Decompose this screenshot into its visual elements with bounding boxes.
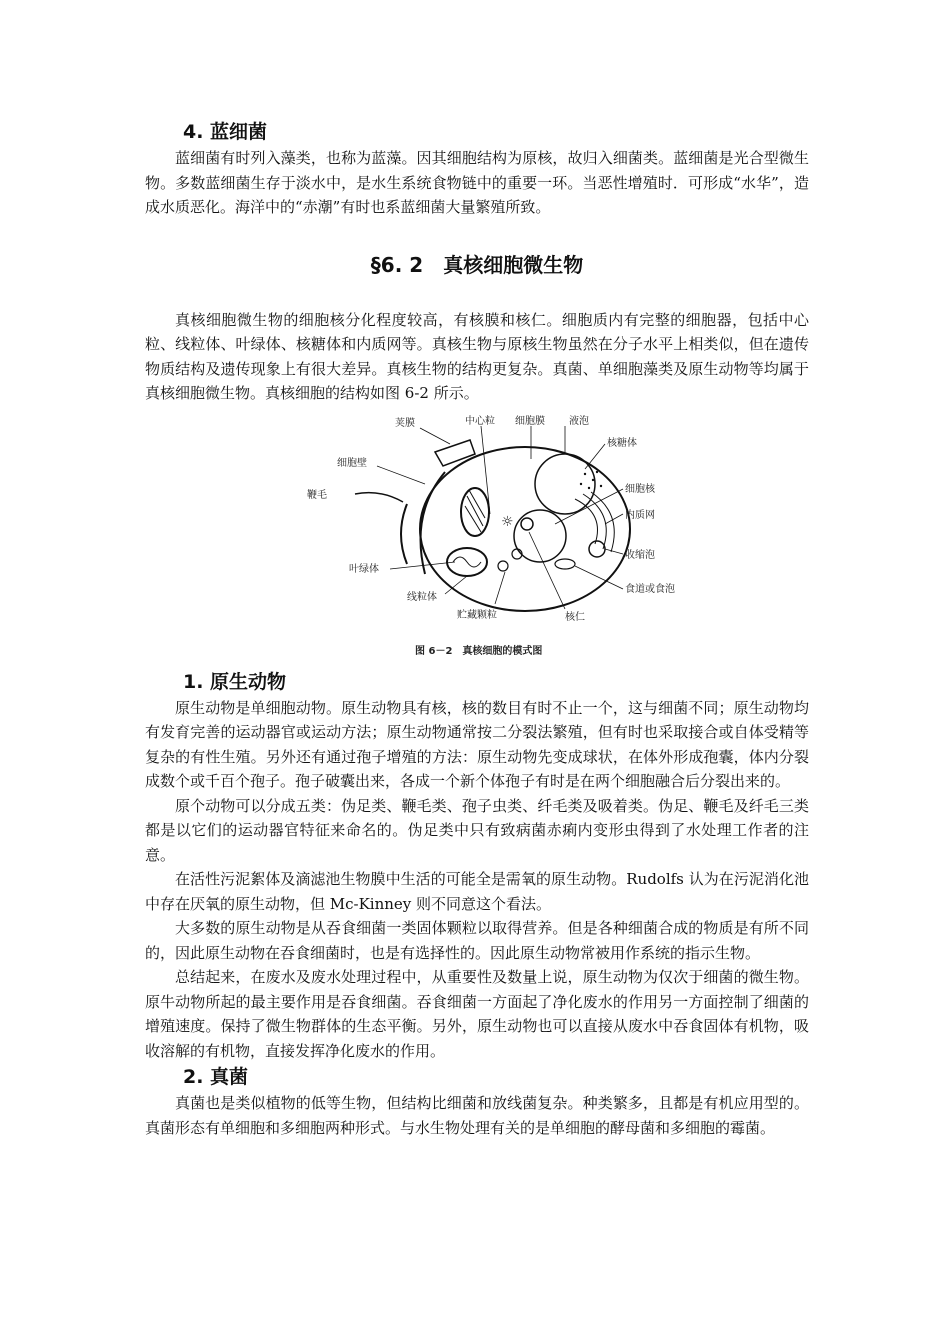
label-nucleus: 细胞核 xyxy=(625,483,655,495)
label-nucleolus: 核仁 xyxy=(565,611,585,623)
food-vacuole-shape xyxy=(555,559,575,569)
document-page xyxy=(145,118,809,1140)
svg-text:☼: ☼ xyxy=(501,513,514,530)
section-heading-cyanobacteria: 4. 蓝细菌 xyxy=(183,121,268,143)
label-ribosome: 核糖体 xyxy=(607,437,637,449)
label-storage-granule: 贮藏颗粒 xyxy=(457,609,497,621)
paragraph-protozoa-2: 原个动物可以分成五类：伪足类、鞭毛类、孢子虫类、纤毛类及吸着类。伪足、鞭毛及纤毛三类都是以它们的运动器官特征来命名的。伪足类中只有致病菌赤痢内变形虫得到了水处理工作者的注意。 xyxy=(145,796,809,864)
nucleolus-shape xyxy=(521,518,533,530)
label-mitochondrion: 线粒体 xyxy=(407,591,437,603)
ribosome-dots xyxy=(580,470,602,488)
contractile-vacuole-shape xyxy=(589,541,605,557)
paragraph-eukaryote-intro: 真核细胞微生物的细胞核分化程度较高，有核膜和核仁。细胞质内有完整的细胞器，包括中心粒、线粒体、叶绿体、核糖体和内质网等。真核生物与原核生物虽然在分子水平上相类似，但在遗传物质结构及遗传现象上有很大差异。真核生物的结构更复杂。真菌、单细胞藻类及原生动物等均属于真核细胞微生物。真核细胞的结构如图 6-2 所示。 xyxy=(145,310,809,402)
paragraph-protozoa-3: 在活性污泥絮体及滴滤池生物膜中生活的可能全是需氧的原生动物。Rudolfs 认为在污泥消化池中存在厌氧的原生动物，但 Mc-Kinney 则不同意这个看法。 xyxy=(145,870,809,913)
label-capsule: 荚膜 xyxy=(395,417,415,429)
label-centriole: 中心粒 xyxy=(465,415,495,427)
label-vacuole: 液泡 xyxy=(569,415,589,427)
flagellum-shape xyxy=(355,492,403,501)
vacuole-shape xyxy=(535,454,595,514)
section-heading-protozoa: 1. 原生动物 xyxy=(183,670,287,693)
paragraph-protozoa-1: 原生动物是单细胞动物。原生动物具有核，核的数目有时不止一个，这与细菌不同；原生动物均有发育完善的运动器官或运动方法；原生动物通常按二分裂法繁殖，但有时也采取接合或自体受精等复杂的有性生殖。另外还有通过孢子增殖的方法：原生动物先变成球状，在体外形成孢囊，体内分裂成数个或千百个孢子。孢子破囊出来，各成一个新个体孢子有时是在两个细胞融合后分裂出来的。 xyxy=(145,698,809,790)
paragraph-fungi-1: 真菌也是类似植物的低等生物，但结构比细菌和放线菌复杂。种类繁多，且都是有机应用型的。真菌形态有单细胞和多细胞两种形式。与水生物处理有关的是单细胞的酵母菌和多细胞的霉菌。 xyxy=(145,1094,809,1137)
figure-caption: 图 6－2 真核细胞的模式图 xyxy=(415,645,543,657)
label-food-vacuole: 食道或食泡 xyxy=(625,583,675,595)
storage-granule xyxy=(498,561,508,571)
section-heading-fungi: 2. 真菌 xyxy=(183,1066,249,1088)
label-cell-membrane: 细胞膜 xyxy=(515,415,545,427)
paragraph-cyanobacteria: 蓝细菌有时列入藻类，也称为蓝藻。因其细胞结构为原核，故归入细菌类。蓝细菌是光合型微生物。多数蓝细菌生存于淡水中，是水生系统食物链中的重要一环。当恶性增殖时．可形成“水华”，造成水质恶化。海洋中的“赤潮”有时也系蓝细菌大量繁殖所致。 xyxy=(145,149,809,216)
chapter-heading-eukaryotes: §6. 2 真核细胞微生物 xyxy=(370,252,584,277)
label-chloroplast: 叶绿体 xyxy=(349,563,379,575)
paragraph-protozoa-4: 大多数的原生动物是从吞食细菌一类固体颗粒以取得营养。但是各种细菌合成的物质是有所不同的，因此原生动物在吞食细菌时，也是有选择性的。因此原生动物常被用作系统的指示生物。 xyxy=(145,919,809,962)
paragraph-protozoa-5: 总结起来，在废水及废水处理过程中，从重要性及数量上说，原生动物为仅次于细菌的微生物。原牛动物所起的最主要作用是吞食细菌。吞食细菌一方面起了净化废水的作用另一方面控制了细菌的增殖速度。保持了微生物群体的生态平衡。另外，原生动物也可以直接从废水中吞食固体有机物，吸收溶解的有机物，直接发挥净化废水的作用。 xyxy=(145,968,809,1060)
capsule-shape xyxy=(435,440,475,466)
label-er: 内质网 xyxy=(625,509,655,521)
eukaryotic-cell-figure xyxy=(145,414,809,664)
label-contractile-vacuole: 收缩泡 xyxy=(625,549,655,561)
cell-diagram xyxy=(145,414,809,664)
cell-wall-shape xyxy=(421,472,446,574)
label-cell-wall: 细胞壁 xyxy=(337,457,367,469)
label-flagellum: 鞭毛 xyxy=(307,489,327,501)
